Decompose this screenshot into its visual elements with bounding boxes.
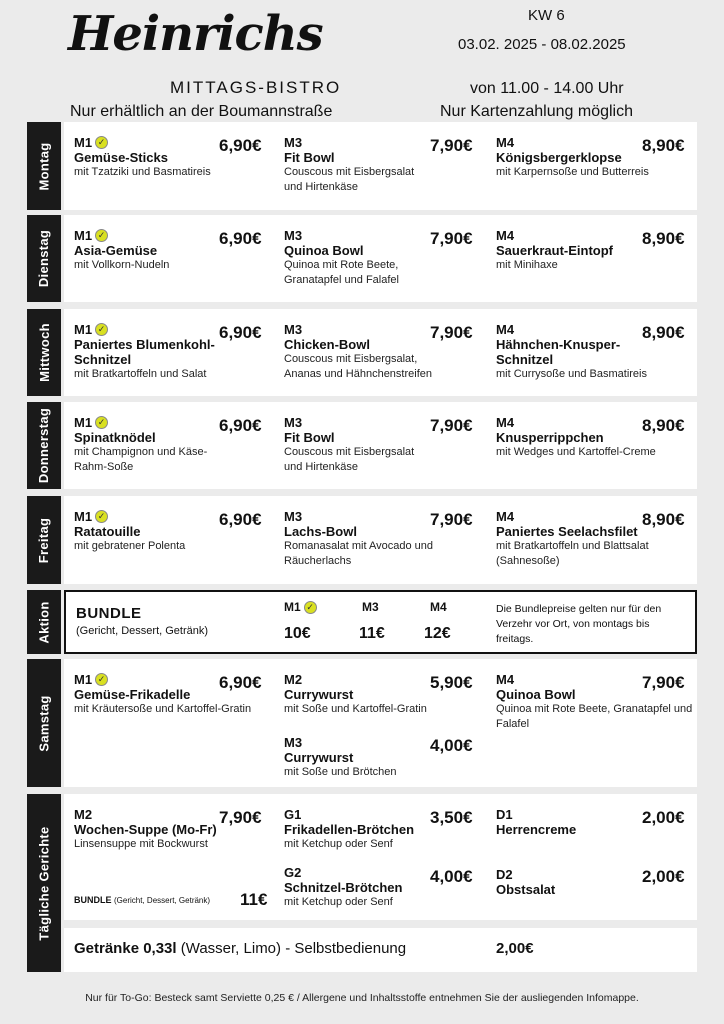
item-price: 4,00€ (430, 736, 473, 755)
day-row-4 (27, 496, 697, 584)
drinks-price: 2,00€ (496, 940, 534, 957)
item-desc: mit Bratkartoffeln und Blattsalat (Sahnesoße) (496, 540, 649, 567)
item-name: Fit Bowl (284, 150, 335, 165)
vegetarian-icon: ✓ (95, 510, 108, 523)
menu-item (74, 508, 224, 554)
daily-bundle-label: BUNDLE (74, 895, 112, 905)
footer-note: Nur für To-Go: Besteck samt Serviette 0,25 € / Allergene und Inhaltsstoffe entnehmen Sie der ausliegenden Infomappe. (85, 992, 639, 1004)
bundle-title: BUNDLE (76, 605, 142, 622)
item-name: Lachs-Bowl (284, 524, 357, 539)
item-name: Paniertes Seelachsfilet (496, 524, 638, 539)
item-price: 3,50€ (430, 808, 473, 827)
item-code: D1 (496, 806, 513, 822)
item-name: Wochen-Suppe (Mo-Fr) (74, 822, 217, 837)
item-code: M1 ✓ (74, 414, 224, 430)
item-price: 7,90€ (430, 510, 473, 529)
day-label: Tägliche Gerichte (27, 794, 61, 972)
day-label: Donnerstag (27, 402, 61, 489)
day-label: Mittwoch (27, 309, 61, 396)
item-name: Knusperrippchen (496, 430, 604, 445)
item-desc: mit gebratener Polenta (74, 540, 186, 552)
item-price: 7,90€ (430, 136, 473, 155)
item-name: Chicken-Bowl (284, 337, 370, 352)
drinks-panel (64, 928, 697, 972)
item-code: M3 (284, 734, 303, 750)
item-desc: mit Soße und Brötchen (284, 766, 397, 778)
item-name: Gemüse-Frikadelle (74, 687, 191, 702)
samstag-row (27, 659, 697, 787)
item-name: Hähnchen-Knusper-Schnitzel (496, 337, 621, 367)
item-code: G2 (284, 864, 302, 880)
item-price: 7,90€ (219, 808, 262, 827)
item-name: Sauerkraut-Eintopf (496, 243, 614, 258)
item-price: 8,90€ (642, 323, 685, 342)
item-desc: mit Ketchup oder Senf (284, 838, 393, 850)
day-panel (64, 659, 697, 787)
item-price: 7,90€ (430, 416, 473, 435)
drinks-detail: (Wasser, Limo) - Selbstbedienung (176, 940, 407, 957)
menu-item (496, 414, 666, 460)
bundle-m3-code: M3 (362, 600, 379, 614)
item-name: Quinoa Bowl (284, 243, 364, 258)
item-code: M4 (496, 671, 515, 687)
aktion-row (27, 590, 697, 654)
item-code: M3 (284, 414, 303, 430)
item-name: Paniertes Blumenkohl-Schnitzel (74, 337, 215, 367)
item-code: M3 (284, 508, 303, 524)
daily-bundle (74, 895, 210, 905)
daily-row (27, 794, 697, 972)
item-price: 6,90€ (219, 323, 262, 342)
item-code: M4 (496, 414, 515, 430)
item-name: Frikadellen-Brötchen (284, 822, 415, 837)
day-panel (64, 496, 697, 584)
day-row-3 (27, 402, 697, 489)
week-number: KW 6 (528, 7, 565, 24)
bundle-m4-code: M4 (430, 600, 447, 614)
item-desc: mit Ketchup oder Senf (284, 896, 393, 908)
menu-item (74, 134, 224, 180)
item-desc: Linsensuppe mit Bockwurst (74, 838, 208, 850)
daily-bundle-subtitle: (Gericht, Dessert, Getränk) (114, 896, 211, 905)
day-panel (64, 122, 697, 210)
drinks-title: Getränke 0,33l (74, 940, 177, 957)
item-desc: Quinoa mit Rote Beete, Granatapfel und Falafel (284, 259, 399, 286)
day-label: Dienstag (27, 215, 61, 302)
item-code: G1 (284, 806, 302, 822)
menu-item (284, 508, 434, 569)
item-name: Fit Bowl (284, 430, 335, 445)
bundle-m1-code: M1 ✓ (284, 600, 317, 614)
item-desc: mit Soße und Kartoffel-Gratin (284, 703, 427, 715)
daily-panel (64, 794, 697, 920)
item-code: M4 (496, 134, 515, 150)
item-desc: mit Minihaxe (496, 259, 558, 271)
menu-item (284, 414, 434, 475)
item-name: Quinoa Bowl (496, 687, 576, 702)
item-price: 6,90€ (219, 510, 262, 529)
item-price: 5,90€ (430, 673, 473, 692)
bundle-m3-price: 11€ (359, 625, 385, 642)
item-code: M2 (74, 806, 93, 822)
item-price: 8,90€ (642, 229, 685, 248)
item-code: M4 (496, 321, 515, 337)
item-desc: Romanasalat mit Avocado und Räucherlachs (284, 540, 433, 567)
item-desc: mit Wedges und Kartoffel-Creme (496, 446, 656, 458)
menu-item (74, 806, 224, 852)
item-name: Asia-Gemüse (74, 243, 158, 258)
item-price: 7,90€ (642, 673, 685, 692)
item-desc: mit Karpernsoße und Butterreis (496, 166, 649, 178)
menu-item (496, 508, 666, 569)
opening-hours: von 11.00 - 14.00 Uhr (470, 80, 624, 97)
item-price: 6,90€ (219, 229, 262, 248)
item-code: M1 ✓ (74, 508, 224, 524)
menu-item (284, 134, 434, 195)
bundle-m4-price: 12€ (424, 625, 451, 642)
item-code: M3 (284, 227, 303, 243)
item-desc: mit Currysoße und Basmatireis (496, 368, 647, 380)
day-panel (64, 309, 697, 396)
item-price: 6,90€ (219, 136, 262, 155)
item-code: M1 ✓ (74, 321, 224, 337)
item-name: Herrencreme (496, 822, 577, 837)
vegetarian-icon: ✓ (95, 416, 108, 429)
bundle-note: Die Bundlepreise gelten nur für den Verzehr vor Ort, von montags bis freitags. (496, 603, 662, 645)
item-code: M4 (496, 508, 515, 524)
item-name: Currywurst (284, 687, 354, 702)
menu-item (496, 321, 666, 382)
item-price: 7,90€ (430, 323, 473, 342)
item-desc: mit Champignon und Käse-Rahm-Soße (74, 446, 208, 473)
menu-item (496, 227, 666, 273)
item-code: M1 ✓ (74, 227, 224, 243)
item-name: Königsbergerklopse (496, 150, 622, 165)
day-panel (64, 215, 697, 302)
bundle-m1-price: 10€ (284, 625, 311, 642)
item-code: M1 ✓ (74, 671, 274, 687)
item-code: M1 ✓ (74, 134, 224, 150)
item-price: 8,90€ (642, 510, 685, 529)
item-name: Ratatouille (74, 524, 141, 539)
availability-note: Nur erhältlich an der Boumannstraße (70, 103, 333, 120)
payment-note: Nur Kartenzahlung möglich (440, 103, 633, 120)
item-price: 6,90€ (219, 673, 262, 692)
logo: Heinrichs (68, 6, 323, 62)
item-code: M3 (284, 321, 303, 337)
subtitle: MITTAGS-BISTRO (170, 78, 342, 97)
item-code: M4 (496, 227, 515, 243)
item-price: 4,00€ (430, 867, 473, 886)
item-desc: Quinoa mit Rote Beete, Granatapfel und Falafel (496, 703, 693, 730)
item-desc: Couscous mit Eisbergsalat und Hirtenkäse (284, 446, 415, 473)
day-row-2 (27, 309, 697, 396)
menu-item (74, 321, 224, 382)
item-name: Gemüse-Sticks (74, 150, 168, 165)
item-desc: mit Kräutersoße und Kartoffel-Gratin (74, 703, 252, 715)
item-desc: mit Bratkartoffeln und Salat (74, 368, 207, 380)
item-desc: mit Vollkorn-Nudeln (74, 259, 170, 271)
vegetarian-icon: ✓ (304, 601, 317, 614)
item-desc: Couscous mit Eisbergsalat und Hirtenkäse (284, 166, 415, 193)
menu-item (284, 227, 434, 288)
item-name: Obstsalat (496, 882, 556, 897)
menu-item (496, 134, 666, 180)
day-panel (64, 402, 697, 489)
date-range: 03.02. 2025 - 08.02.2025 (458, 36, 626, 53)
bundle-subtitle: (Gericht, Dessert, Getränk) (76, 625, 209, 637)
menu-item (74, 227, 224, 273)
item-name: Spinatknödel (74, 430, 156, 445)
vegetarian-icon: ✓ (95, 229, 108, 242)
vegetarian-icon: ✓ (95, 323, 108, 336)
day-label: Aktion (27, 590, 61, 654)
menu-item (284, 321, 434, 382)
day-label: Freitag (27, 496, 61, 584)
item-code: M3 (284, 134, 303, 150)
item-price: 6,90€ (219, 416, 262, 435)
item-price: 8,90€ (642, 136, 685, 155)
day-row-0 (27, 122, 697, 210)
item-price: 8,90€ (642, 416, 685, 435)
drinks-line (74, 940, 406, 957)
item-code: M2 (284, 671, 303, 687)
day-label: Montag (27, 122, 61, 210)
bundle-panel (64, 590, 697, 654)
daily-bundle-price: 11€ (240, 890, 268, 909)
item-price: 7,90€ (430, 229, 473, 248)
item-price: 2,00€ (642, 867, 685, 886)
vegetarian-icon: ✓ (95, 136, 108, 149)
vegetarian-icon: ✓ (95, 673, 108, 686)
item-desc: Couscous mit Eisbergsalat, Ananas und Hähnchenstreifen (284, 353, 432, 380)
menu-item (74, 414, 224, 475)
item-name: Currywurst (284, 750, 354, 765)
item-code: D2 (496, 866, 513, 882)
item-desc: mit Tzatziki und Basmatireis (74, 166, 211, 178)
day-label: Samstag (27, 659, 61, 787)
item-price: 2,00€ (642, 808, 685, 827)
item-name: Schnitzel-Brötchen (284, 880, 403, 895)
day-row-1 (27, 215, 697, 302)
